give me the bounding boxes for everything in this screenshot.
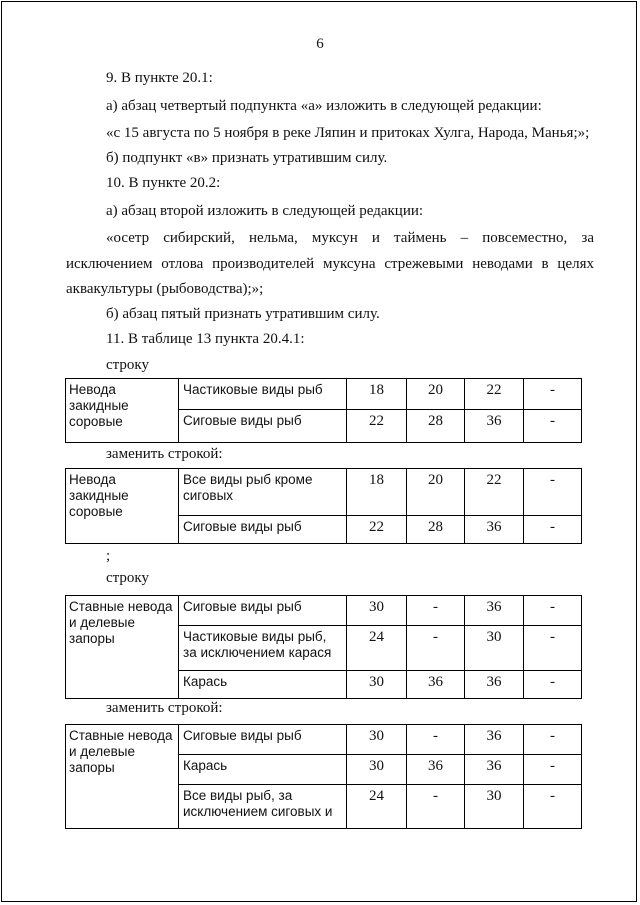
paragraph-9a: а) абзац четвертый подпункта «а» изложить в следующей редакции: bbox=[106, 98, 542, 114]
value-cell: 22 bbox=[465, 469, 524, 516]
value-cell: 30 bbox=[347, 596, 407, 626]
label-stroku-1: строку bbox=[106, 357, 149, 373]
species-cell: Частиковые виды рыб, за исключением карася bbox=[179, 626, 347, 671]
species-cell: Карась bbox=[179, 671, 347, 699]
value-cell: 36 bbox=[465, 516, 524, 544]
value-cell: 22 bbox=[347, 516, 407, 544]
value-cell: 36 bbox=[407, 755, 465, 785]
table-4 bbox=[65, 724, 582, 829]
table-row bbox=[66, 379, 582, 410]
value-cell: 18 bbox=[347, 469, 407, 516]
value-cell: - bbox=[407, 725, 465, 755]
value-cell: - bbox=[524, 596, 582, 626]
value-cell: - bbox=[524, 671, 582, 699]
value-cell: 30 bbox=[347, 671, 407, 699]
value-cell: 24 bbox=[347, 785, 407, 829]
value-cell: 30 bbox=[347, 755, 407, 785]
paragraph-9a-text: «с 15 августа по 5 ноября в реке Ляпин и притоках Хулга, Народа, Манья;»; bbox=[106, 125, 590, 141]
value-cell: 30 bbox=[347, 725, 407, 755]
value-cell: - bbox=[524, 379, 582, 410]
value-cell: - bbox=[407, 626, 465, 671]
value-cell: 18 bbox=[347, 379, 407, 410]
species-cell: Сиговые виды рыб bbox=[179, 410, 347, 443]
gear-cell: Невода закидные соровые bbox=[66, 469, 179, 544]
paragraph-9b: б) подпункт «в» признать утратившим силу. bbox=[106, 150, 388, 166]
value-cell: - bbox=[407, 596, 465, 626]
value-cell: - bbox=[524, 410, 582, 443]
value-cell: - bbox=[524, 516, 582, 544]
value-cell: 30 bbox=[465, 626, 524, 671]
table-row bbox=[66, 596, 582, 626]
value-cell: - bbox=[407, 785, 465, 829]
value-cell: 20 bbox=[407, 469, 465, 516]
semicolon: ; bbox=[106, 548, 111, 564]
value-cell: 22 bbox=[465, 379, 524, 410]
label-zamenit-1: заменить строкой: bbox=[106, 446, 223, 462]
gear-cell: Невода закидные соровые bbox=[66, 379, 179, 443]
species-cell: Сиговые виды рыб bbox=[179, 725, 347, 755]
table-row bbox=[66, 469, 582, 516]
value-cell: 36 bbox=[465, 725, 524, 755]
value-cell: 28 bbox=[407, 516, 465, 544]
paragraph-10a-line-2: исключением отлова производителей муксуна стрежевыми неводами в целях bbox=[66, 256, 594, 272]
paragraph-10a-line-1: «осетр сибирский, нельма, муксун и таймень – повсеместно, за bbox=[106, 230, 594, 246]
value-cell: 24 bbox=[347, 626, 407, 671]
table-1 bbox=[65, 378, 582, 443]
value-cell: 20 bbox=[407, 379, 465, 410]
species-cell: Все виды рыб, за исключением сиговых и bbox=[179, 785, 347, 829]
species-cell: Сиговые виды рыб bbox=[179, 516, 347, 544]
value-cell: - bbox=[524, 725, 582, 755]
value-cell: - bbox=[524, 626, 582, 671]
value-cell: - bbox=[524, 469, 582, 516]
label-zamenit-2: заменить строкой: bbox=[106, 700, 223, 716]
paragraph-11: 11. В таблице 13 пункта 20.4.1: bbox=[106, 331, 305, 347]
table-2 bbox=[65, 468, 582, 544]
value-cell: 30 bbox=[465, 785, 524, 829]
gear-cell: Ставные невода и делевые запоры bbox=[66, 596, 179, 699]
page-number: 6 bbox=[316, 36, 324, 52]
species-cell: Частиковые виды рыб bbox=[179, 379, 347, 410]
table-row bbox=[66, 725, 582, 755]
paragraph-9: 9. В пункте 20.1: bbox=[106, 70, 213, 86]
paragraph-10a: а) абзац второй изложить в следующей редакции: bbox=[106, 203, 424, 219]
value-cell: 36 bbox=[465, 755, 524, 785]
value-cell: 22 bbox=[347, 410, 407, 443]
gear-cell: Ставные невода и делевые запоры bbox=[66, 725, 179, 829]
paragraph-10a-line-3: аквакультуры (рыбоводства);»; bbox=[66, 281, 264, 297]
value-cell: 36 bbox=[465, 596, 524, 626]
label-stroku-2: строку bbox=[106, 570, 149, 586]
value-cell: 36 bbox=[465, 410, 524, 443]
species-cell: Сиговые виды рыб bbox=[179, 596, 347, 626]
species-cell: Карась bbox=[179, 755, 347, 785]
value-cell: - bbox=[524, 755, 582, 785]
paragraph-10: 10. В пункте 20.2: bbox=[106, 175, 221, 191]
species-cell: Все виды рыб кроме сиговых bbox=[179, 469, 347, 516]
table-3 bbox=[65, 595, 582, 699]
value-cell: - bbox=[524, 785, 582, 829]
value-cell: 36 bbox=[407, 671, 465, 699]
value-cell: 28 bbox=[407, 410, 465, 443]
paragraph-10b: б) абзац пятый признать утратившим силу. bbox=[106, 306, 380, 322]
value-cell: 36 bbox=[465, 671, 524, 699]
